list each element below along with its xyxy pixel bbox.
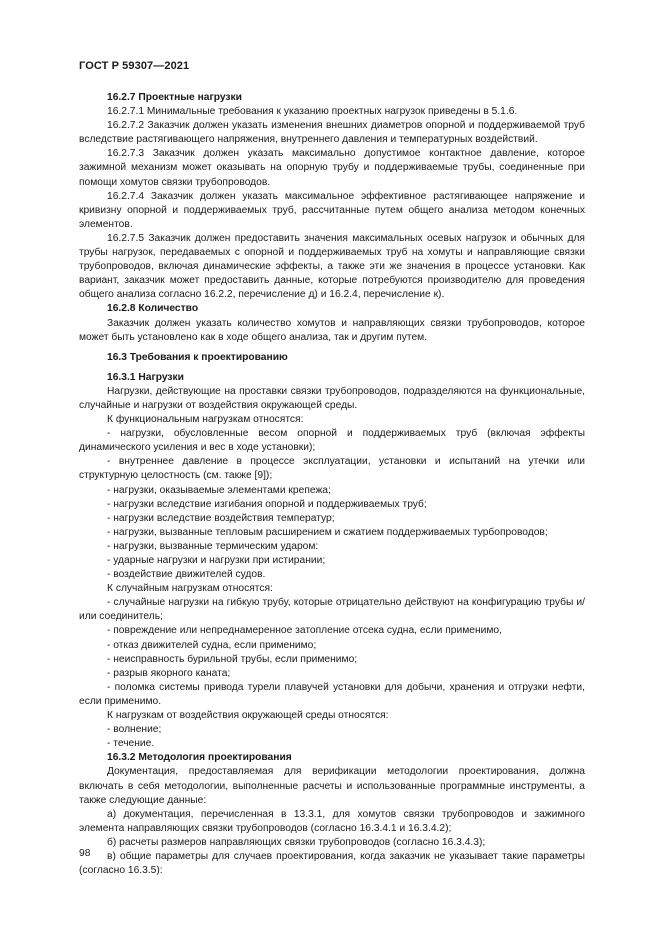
list-item: - нагрузки, вызванные тепловым расширением и сжатием поддерживаемых турбопроводов; <box>107 526 548 538</box>
section-heading-16-2-7: 16.2.7 Проектные нагрузки <box>107 92 242 103</box>
paragraph: 16.2.7.3 Заказчик должен указать максимально допустимое контактное давление, которое зажимной механизм может оказывать на опорную трубу и поддерживаемые трубы, соединенные при помощи хомутов связки трубопроводов. <box>79 148 585 188</box>
paragraph: 16.2.7.5 Заказчик должен предоставить значения максимальных осевых нагрузок и обычных для трубы нагрузок, передаваемых с опорной и поддерживаемых труб на хомуты и направляющие связки трубопроводов, включая динамические эффекты, а также эти же значения в процессе установки. Как вариант, заказчик может предоставить данные, которые потребуются производителю для проведения общего анализа согласно 16.2.2, перечисление д) и 16.2.4, перечисление к). <box>79 232 585 301</box>
paragraph: 16.2.7.4 Заказчик должен указать максимальное эффективное растягивающее напряжение и кривизну опорной и поддерживаемых труб, рассчитанные путем общего анализа методом конечных элементов. <box>79 190 585 230</box>
list-item: - внутреннее давление в процессе эксплуатации, установки и испытаний на утечки или структурную целостность (см. также [9]); <box>79 456 585 482</box>
list-item: - нагрузки, обусловленные весом опорной и поддерживаемых труб (включая эффекты динамического усиления и вес в ходе установки); <box>79 428 585 454</box>
section-heading-16-3-2: 16.3.2 Методология проектирования <box>107 752 292 764</box>
section-heading-16-3: 16.3 Требования к проектированию <box>107 351 288 363</box>
list-item: - поломка системы привода турели плавучей установки для добычи, хранения и отгрузки нефти, если применимо. <box>79 681 585 707</box>
paragraph: 16.2.7.1 Минимальные требования к указанию проектных нагрузок приведены в 5.1.6. <box>107 106 518 118</box>
list-item: - нагрузки, вызванные термическим ударом: <box>107 540 319 552</box>
section-heading-16-3-1: 16.3.1 Нагрузки <box>107 371 184 383</box>
list-item: а) документация, перечисленная в 13.3.1, для хомутов связки трубопроводов и зажимного элемента направляющих связки трубопроводов (согласно 16.3.4.1 и 16.3.4.2); <box>79 808 585 834</box>
page-number: 98 <box>79 848 91 859</box>
list-intro: К случайным нагрузкам относятся: <box>107 583 273 595</box>
list-item: - нагрузки вследствие воздействия температур; <box>107 512 335 524</box>
section-heading-16-2-8: 16.2.8 Количество <box>107 303 199 315</box>
page-content <box>79 91 585 878</box>
list-item: в) общие параметры для случаев проектирования, когда заказчик не указывает такие параметры (согласно 16.3.5): <box>79 850 585 877</box>
list-item: - нагрузки вследствие изгибания опорной и поддерживаемых труб; <box>107 498 427 510</box>
list-item: - повреждение или непреднамеренное затопление отсека судна, если применимо, <box>107 625 502 637</box>
list-item: - разрыв якорного каната; <box>107 667 231 679</box>
list-item: - ударные нагрузки и нагрузки при истирании; <box>107 555 326 566</box>
list-item: - воздействие движителей судов. <box>107 569 266 581</box>
list-item: - течение. <box>107 738 155 750</box>
paragraph: Нагрузки, действующие на проставки связки трубопроводов, подразделяются на функциональные, случайные и нагрузки от воздействия окружающей среды. <box>79 385 585 411</box>
paragraph: Заказчик должен указать количество хомутов и направляющих связки трубопроводов, которое может быть установлено как в ходе общего анализа, так и другим путем. <box>79 317 585 343</box>
list-item: - отказ движителей судна, если применимо; <box>107 639 317 651</box>
standard-header: ГОСТ Р 59307—2021 <box>79 60 190 72</box>
list-item: б) расчеты размеров направляющих связки трубопроводов (согласно 16.3.4.3); <box>107 836 486 848</box>
paragraph: Документация, предоставляемая для верификации методологии проектирования, должна включать в себя методологии, выполненные расчеты и использованные программные инструменты, а также следующие данные: <box>79 766 585 806</box>
list-item: - волнение; <box>107 724 162 736</box>
paragraph: 16.2.7.2 Заказчик должен указать изменения внешних диаметров опорной и поддерживаемой труб вследствие растягивающего напряжения, внутреннего давления и температурных воздействий. <box>79 120 585 146</box>
list-intro: К функциональным нагрузкам относятся: <box>107 414 304 426</box>
list-intro: К нагрузкам от воздействия окружающей среды относятся: <box>107 710 389 722</box>
list-item: - случайные нагрузки на гибкую трубу, которые отрицательно действуют на конфигурацию трубы и/или соединитель; <box>79 597 585 623</box>
list-item: - нагрузки, оказываемые элементами крепежа; <box>107 484 331 496</box>
list-item: - неисправность бурильной трубы, если применимо; <box>107 653 358 665</box>
